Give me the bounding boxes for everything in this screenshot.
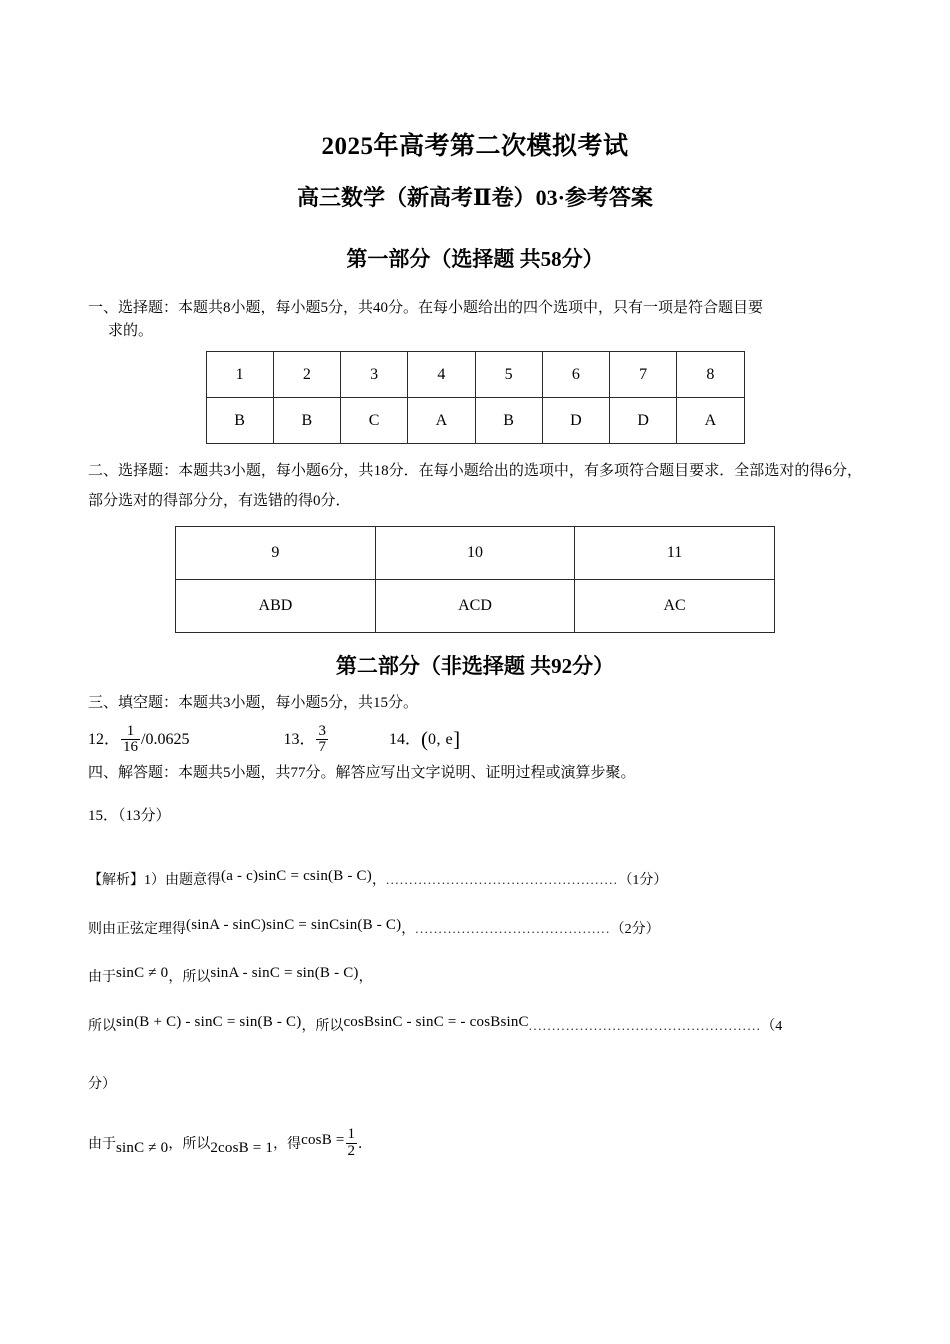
solution-connector: ，所以: [168, 1136, 211, 1152]
multi-choice-answer-table-wrapper: [88, 516, 862, 633]
table-row-question-numbers: [206, 352, 744, 398]
table-row-answers: [176, 580, 775, 633]
table-cell-answer: D: [542, 398, 609, 444]
solution-line-1: [88, 843, 862, 892]
single-choice-instruction: [88, 271, 862, 344]
leader-dots: ..................................................: [528, 1017, 762, 1033]
table-row-answers: [206, 398, 744, 444]
fill-blank-item-12: [88, 724, 189, 757]
multi-choice-answer-table: [175, 526, 775, 633]
solution-comma: ，: [371, 873, 386, 889]
table-cell-answer: A: [408, 398, 475, 444]
fraction-denominator: 2: [347, 1142, 356, 1159]
fraction-numerator: 1: [121, 724, 140, 741]
solution-math-expression-2: 2cosB = 1: [210, 1139, 274, 1156]
table-cell-answer: B: [475, 398, 542, 444]
table-cell-qnum: 6: [542, 352, 609, 398]
leader-dots: ..................................................: [385, 872, 619, 888]
page-subtitle: 高三数学（新高考Ⅱ卷）03·参考答案: [297, 184, 653, 210]
table-cell-answer: C: [341, 398, 408, 444]
table-cell-answer: ABD: [176, 580, 376, 633]
question-15-label: 15．（13分）: [88, 808, 171, 825]
solution-prefix: 所以: [88, 1018, 116, 1034]
fill-blank-answers-row: [88, 716, 862, 757]
leader-dots: ..........................................: [415, 920, 611, 936]
fill-blank-label-14: 14．: [388, 731, 421, 749]
solution-line-4: [88, 989, 862, 1038]
table-cell-answer: AC: [575, 580, 775, 633]
fraction-13: [316, 724, 328, 757]
solution-math-expression: sin(B + C) - sinC = sin(B - C): [116, 1013, 302, 1030]
table-cell-qnum: 1: [206, 352, 273, 398]
solution-math-expression-3: cosB =: [301, 1131, 345, 1148]
part-one-heading: 第一部分（选择题 共58分）: [346, 246, 604, 271]
table-cell-qnum: 5: [475, 352, 542, 398]
solution-points: （4: [761, 1018, 783, 1034]
solution-connector-2: ，得: [273, 1136, 302, 1152]
table-cell-qnum: 7: [610, 352, 677, 398]
table-cell-qnum: 3: [341, 352, 408, 398]
fill-blank-suffix-12: /0.0625: [141, 730, 190, 748]
single-choice-answer-table-wrapper: [88, 343, 862, 444]
part-two-heading: 第二部分（非选择题 共92分）: [335, 654, 615, 679]
table-cell-answer: A: [677, 398, 744, 444]
fraction-numerator: 3: [318, 722, 326, 739]
solution-line-3: [88, 940, 862, 989]
table-cell-answer: B: [206, 398, 273, 444]
solution-points: （1分）: [618, 873, 668, 889]
solution-math-expression: sinC ≠ 0: [116, 965, 169, 982]
interval-value: 0, e: [428, 731, 454, 749]
single-choice-answer-table: [206, 351, 745, 444]
solution-prefix: 由于: [88, 970, 116, 986]
table-cell-answer: B: [273, 398, 340, 444]
solution-connector: ，所以: [168, 970, 211, 986]
table-cell-qnum: 11: [575, 527, 775, 580]
open-paren: (: [421, 727, 428, 752]
fraction-12: [121, 724, 140, 757]
fill-blank-instruction: 三、填空题：本题共3小题，每小题5分，共15分。: [88, 695, 419, 712]
multi-choice-instruction: 二、选择题：本题共3小题，每小题6分，共18分．在每小题给出的选项中，有多项符合题目要求．全部选对的得6分，部分选对的得部分分，有选错的得0分．: [88, 463, 862, 510]
table-cell-answer: D: [610, 398, 677, 444]
solution-line-5-continuation: 分）: [88, 1077, 116, 1093]
solution-math-expression: sinC ≠ 0: [116, 1139, 169, 1156]
table-cell-answer: ACD: [375, 580, 575, 633]
table-cell-qnum: 8: [677, 352, 744, 398]
table-cell-qnum: 10: [375, 527, 575, 580]
solution-math-expression-2: sinA - sinC = sin(B - C): [210, 965, 359, 982]
fill-blank-item-14: [389, 728, 460, 751]
solution-line-2: [88, 892, 862, 941]
table-cell-qnum: 4: [408, 352, 475, 398]
solution-connector: ，所以: [301, 1018, 344, 1034]
solution-period: ．: [358, 1136, 373, 1152]
solution-comma: ，: [401, 921, 416, 937]
solution-points: （2分）: [610, 921, 660, 937]
solution-math-expression: (sinA - sinC)sinC = sinCsin(B - C): [186, 916, 402, 933]
fraction-result: [346, 1127, 358, 1160]
single-choice-instruction-line2: 求的。: [108, 323, 154, 340]
solve-instruction: 四、解答题：本题共5小题，共77分。解答应写出文字说明、证明过程或演算步聚。: [88, 765, 636, 782]
fill-blank-label-12: 12．: [88, 730, 121, 748]
solution-line-6: [88, 1109, 862, 1160]
page-title: 2025年高考第二次模拟考试: [321, 133, 629, 160]
table-row-question-numbers: [176, 527, 775, 580]
table-cell-qnum: 9: [176, 527, 376, 580]
fill-blank-label-13: 13．: [283, 730, 316, 748]
solution-math-expression: (a - c)sinC = csin(B - C): [221, 868, 372, 885]
table-cell-qnum: 2: [273, 352, 340, 398]
solution-prefix: 【解析】1）由题意得: [88, 873, 221, 889]
solution-prefix: 由于: [88, 1136, 116, 1152]
close-bracket: ]: [453, 727, 461, 752]
solution-math-expression-2: cosBsinC - sinC = - cosBsinC: [343, 1013, 529, 1030]
fraction-numerator: 1: [347, 1125, 356, 1142]
fraction-denominator: 7: [318, 739, 326, 756]
single-choice-instruction-line1: 一、选择题：本题共8小题，每小题5分，共40分。在每小题给出的四个选项中，只有一项是符合题目要: [88, 299, 764, 316]
fraction-denominator: 16: [123, 739, 139, 756]
solution-prefix: 则由正弦定理得: [88, 921, 186, 937]
solution-comma: ，: [358, 970, 373, 986]
fill-blank-item-13: [283, 724, 329, 757]
